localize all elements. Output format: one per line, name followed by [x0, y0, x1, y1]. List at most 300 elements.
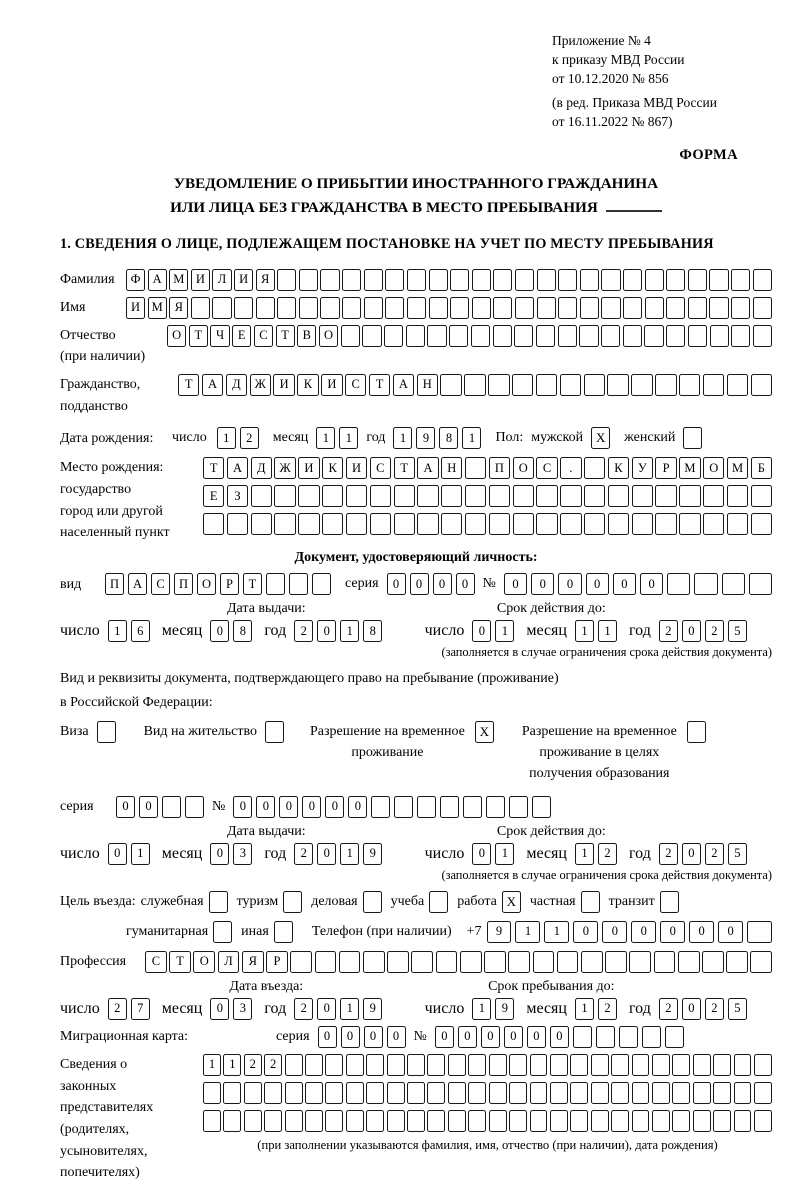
char-cell[interactable]: [366, 1054, 384, 1076]
char-cell[interactable]: 2: [108, 998, 127, 1020]
char-cell[interactable]: [727, 485, 748, 507]
char-cell[interactable]: [608, 513, 629, 535]
char-cell[interactable]: С: [151, 573, 170, 595]
char-cell[interactable]: [654, 951, 676, 973]
char-cell[interactable]: [342, 297, 361, 319]
char-cell[interactable]: [713, 1082, 731, 1104]
char-cell[interactable]: Т: [394, 457, 415, 479]
patronymic-cells[interactable]: [167, 325, 772, 347]
char-cell[interactable]: [550, 1110, 568, 1132]
char-cell[interactable]: 0: [458, 1026, 477, 1048]
char-cell[interactable]: [472, 269, 491, 291]
char-cell[interactable]: 0: [348, 796, 367, 818]
char-cell[interactable]: 0: [210, 843, 229, 865]
char-cell[interactable]: 1: [462, 427, 481, 449]
char-cell[interactable]: [652, 1082, 670, 1104]
char-cell[interactable]: 2: [705, 998, 724, 1020]
char-cell[interactable]: [305, 1082, 323, 1104]
char-cell[interactable]: [560, 485, 581, 507]
char-cell[interactable]: 2: [294, 843, 313, 865]
sex-female-checkbox[interactable]: [683, 427, 702, 449]
char-cell[interactable]: А: [128, 573, 147, 595]
char-cell[interactable]: Т: [189, 325, 208, 347]
char-cell[interactable]: [234, 297, 253, 319]
stay-valid-month-cells[interactable]: [575, 843, 617, 865]
char-cell[interactable]: [370, 485, 391, 507]
char-cell[interactable]: [652, 1054, 670, 1076]
char-cell[interactable]: [570, 1110, 588, 1132]
char-cell[interactable]: Т: [369, 374, 390, 396]
char-cell[interactable]: 0: [317, 620, 336, 642]
char-cell[interactable]: [751, 485, 772, 507]
identity-number-cells[interactable]: [504, 573, 772, 595]
char-cell[interactable]: [387, 951, 409, 973]
char-cell[interactable]: [580, 297, 599, 319]
char-cell[interactable]: [162, 796, 181, 818]
char-cell[interactable]: [515, 297, 534, 319]
char-cell[interactable]: 0: [279, 796, 298, 818]
char-cell[interactable]: Л: [218, 951, 240, 973]
char-cell[interactable]: 0: [317, 998, 336, 1020]
char-cell[interactable]: [489, 1054, 507, 1076]
char-cell[interactable]: 5: [728, 998, 747, 1020]
char-cell[interactable]: [550, 1054, 568, 1076]
char-cell[interactable]: [212, 297, 231, 319]
char-cell[interactable]: [489, 485, 510, 507]
char-cell[interactable]: М: [169, 269, 188, 291]
char-cell[interactable]: П: [489, 457, 510, 479]
char-cell[interactable]: Т: [276, 325, 295, 347]
char-cell[interactable]: [584, 374, 605, 396]
purpose-tourism-checkbox[interactable]: [283, 891, 302, 913]
char-cell[interactable]: [703, 485, 724, 507]
char-cell[interactable]: [601, 297, 620, 319]
char-cell[interactable]: [703, 374, 724, 396]
char-cell[interactable]: [591, 1054, 609, 1076]
char-cell[interactable]: [709, 297, 728, 319]
char-cell[interactable]: [751, 374, 772, 396]
char-cell[interactable]: [734, 1054, 752, 1076]
char-cell[interactable]: 0: [256, 796, 275, 818]
char-cell[interactable]: [251, 513, 272, 535]
char-cell[interactable]: [509, 1054, 527, 1076]
char-cell[interactable]: М: [727, 457, 748, 479]
char-cell[interactable]: Д: [251, 457, 272, 479]
char-cell[interactable]: 5: [728, 620, 747, 642]
phone-cells[interactable]: [487, 921, 772, 943]
char-cell[interactable]: А: [227, 457, 248, 479]
char-cell[interactable]: [731, 325, 750, 347]
char-cell[interactable]: [584, 485, 605, 507]
char-cell[interactable]: 0: [573, 921, 598, 943]
char-cell[interactable]: [722, 573, 745, 595]
char-cell[interactable]: 0: [660, 921, 685, 943]
char-cell[interactable]: [688, 297, 707, 319]
char-cell[interactable]: [339, 951, 361, 973]
char-cell[interactable]: [364, 297, 383, 319]
char-cell[interactable]: [387, 1110, 405, 1132]
char-cell[interactable]: [611, 1110, 629, 1132]
char-cell[interactable]: [407, 297, 426, 319]
char-cell[interactable]: Т: [169, 951, 191, 973]
char-cell[interactable]: [371, 796, 390, 818]
stay-issue-month-cells[interactable]: [210, 843, 252, 865]
char-cell[interactable]: [632, 485, 653, 507]
char-cell[interactable]: [581, 951, 603, 973]
char-cell[interactable]: [679, 485, 700, 507]
char-cell[interactable]: О: [197, 573, 216, 595]
sex-male-checkbox[interactable]: X: [591, 427, 610, 449]
char-cell[interactable]: [322, 485, 343, 507]
char-cell[interactable]: 1: [575, 843, 594, 865]
char-cell[interactable]: [693, 1110, 711, 1132]
char-cell[interactable]: [366, 1110, 384, 1132]
char-cell[interactable]: 9: [416, 427, 435, 449]
char-cell[interactable]: 9: [363, 843, 382, 865]
char-cell[interactable]: 0: [613, 573, 636, 595]
char-cell[interactable]: [584, 457, 605, 479]
char-cell[interactable]: [558, 325, 577, 347]
char-cell[interactable]: [320, 269, 339, 291]
char-cell[interactable]: [407, 1110, 425, 1132]
char-cell[interactable]: [277, 297, 296, 319]
char-cell[interactable]: 2: [294, 998, 313, 1020]
char-cell[interactable]: [394, 796, 413, 818]
char-cell[interactable]: [727, 513, 748, 535]
char-cell[interactable]: [285, 1082, 303, 1104]
visa-checkbox[interactable]: [97, 721, 116, 743]
char-cell[interactable]: [754, 1054, 772, 1076]
char-cell[interactable]: [484, 951, 506, 973]
char-cell[interactable]: [322, 513, 343, 535]
char-cell[interactable]: Р: [655, 457, 676, 479]
char-cell[interactable]: [513, 513, 534, 535]
char-cell[interactable]: [679, 513, 700, 535]
char-cell[interactable]: [666, 297, 685, 319]
char-cell[interactable]: [407, 1054, 425, 1076]
char-cell[interactable]: [427, 1110, 445, 1132]
char-cell[interactable]: 8: [439, 427, 458, 449]
stay-valid-year-cells[interactable]: [659, 843, 747, 865]
char-cell[interactable]: Т: [178, 374, 199, 396]
char-cell[interactable]: [489, 1110, 507, 1132]
char-cell[interactable]: 1: [495, 843, 514, 865]
char-cell[interactable]: [277, 269, 296, 291]
char-cell[interactable]: [448, 1054, 466, 1076]
char-cell[interactable]: [325, 1054, 343, 1076]
char-cell[interactable]: 0: [456, 573, 475, 595]
char-cell[interactable]: [727, 374, 748, 396]
char-cell[interactable]: [463, 796, 482, 818]
char-cell[interactable]: [642, 1026, 661, 1048]
char-cell[interactable]: 0: [387, 1026, 406, 1048]
char-cell[interactable]: И: [321, 374, 342, 396]
char-cell[interactable]: [652, 1110, 670, 1132]
char-cell[interactable]: [619, 1026, 638, 1048]
char-cell[interactable]: [734, 1082, 752, 1104]
char-cell[interactable]: [387, 1054, 405, 1076]
char-cell[interactable]: 1: [203, 1054, 221, 1076]
char-cell[interactable]: А: [148, 269, 167, 291]
migration-series-cells[interactable]: [318, 1026, 406, 1048]
char-cell[interactable]: 2: [705, 843, 724, 865]
profession-cells[interactable]: [145, 951, 772, 973]
char-cell[interactable]: 8: [363, 620, 382, 642]
char-cell[interactable]: [407, 269, 426, 291]
char-cell[interactable]: 0: [689, 921, 714, 943]
char-cell[interactable]: [436, 951, 458, 973]
identity-valid-month-cells[interactable]: [575, 620, 617, 642]
char-cell[interactable]: 2: [659, 620, 678, 642]
char-cell[interactable]: [749, 573, 772, 595]
char-cell[interactable]: 0: [318, 1026, 337, 1048]
char-cell[interactable]: [702, 951, 724, 973]
char-cell[interactable]: Е: [203, 485, 224, 507]
char-cell[interactable]: Р: [220, 573, 239, 595]
char-cell[interactable]: [274, 485, 295, 507]
char-cell[interactable]: С: [254, 325, 273, 347]
char-cell[interactable]: [385, 297, 404, 319]
char-cell[interactable]: [512, 374, 533, 396]
char-cell[interactable]: С: [370, 457, 391, 479]
char-cell[interactable]: 1: [340, 843, 359, 865]
char-cell[interactable]: [645, 297, 664, 319]
identity-issue-month-cells[interactable]: [210, 620, 252, 642]
char-cell[interactable]: Д: [226, 374, 247, 396]
char-cell[interactable]: [406, 325, 425, 347]
char-cell[interactable]: [536, 325, 555, 347]
char-cell[interactable]: 0: [139, 796, 158, 818]
char-cell[interactable]: 0: [433, 573, 452, 595]
char-cell[interactable]: 1: [575, 998, 594, 1020]
char-cell[interactable]: 1: [316, 427, 335, 449]
char-cell[interactable]: 1: [340, 620, 359, 642]
char-cell[interactable]: 0: [210, 620, 229, 642]
char-cell[interactable]: [584, 513, 605, 535]
purpose-private-checkbox[interactable]: [581, 891, 600, 913]
identity-issue-year-cells[interactable]: [294, 620, 382, 642]
char-cell[interactable]: [629, 951, 651, 973]
char-cell[interactable]: [623, 269, 642, 291]
char-cell[interactable]: [632, 1054, 650, 1076]
char-cell[interactable]: [754, 1082, 772, 1104]
char-cell[interactable]: 0: [531, 573, 554, 595]
char-cell[interactable]: [299, 269, 318, 291]
char-cell[interactable]: [688, 269, 707, 291]
char-cell[interactable]: [703, 513, 724, 535]
char-cell[interactable]: 0: [108, 843, 127, 865]
char-cell[interactable]: О: [703, 457, 724, 479]
char-cell[interactable]: [731, 297, 750, 319]
char-cell[interactable]: [493, 325, 512, 347]
char-cell[interactable]: [601, 325, 620, 347]
char-cell[interactable]: [713, 1110, 731, 1132]
char-cell[interactable]: [537, 297, 556, 319]
char-cell[interactable]: Т: [203, 457, 224, 479]
char-cell[interactable]: [734, 1110, 752, 1132]
purpose-business-checkbox[interactable]: [209, 891, 228, 913]
char-cell[interactable]: [536, 485, 557, 507]
char-cell[interactable]: Е: [232, 325, 251, 347]
char-cell[interactable]: [666, 269, 685, 291]
char-cell[interactable]: [672, 1110, 690, 1132]
char-cell[interactable]: [465, 485, 486, 507]
char-cell[interactable]: К: [297, 374, 318, 396]
given-name-cells[interactable]: [126, 297, 772, 319]
char-cell[interactable]: [666, 325, 685, 347]
char-cell[interactable]: [298, 485, 319, 507]
identity-kind-cells[interactable]: [105, 573, 331, 595]
char-cell[interactable]: [530, 1082, 548, 1104]
char-cell[interactable]: 0: [472, 843, 491, 865]
char-cell[interactable]: 0: [718, 921, 743, 943]
char-cell[interactable]: С: [345, 374, 366, 396]
char-cell[interactable]: 0: [364, 1026, 383, 1048]
char-cell[interactable]: [631, 374, 652, 396]
char-cell[interactable]: 3: [233, 843, 252, 865]
char-cell[interactable]: [312, 573, 331, 595]
char-cell[interactable]: [429, 269, 448, 291]
char-cell[interactable]: [509, 1110, 527, 1132]
char-cell[interactable]: 0: [341, 1026, 360, 1048]
char-cell[interactable]: [411, 951, 433, 973]
char-cell[interactable]: [417, 796, 436, 818]
char-cell[interactable]: 1: [515, 921, 540, 943]
char-cell[interactable]: [385, 269, 404, 291]
char-cell[interactable]: С: [536, 457, 557, 479]
char-cell[interactable]: 2: [244, 1054, 262, 1076]
char-cell[interactable]: [264, 1082, 282, 1104]
char-cell[interactable]: 2: [294, 620, 313, 642]
char-cell[interactable]: [754, 1110, 772, 1132]
char-cell[interactable]: [427, 325, 446, 347]
char-cell[interactable]: [537, 269, 556, 291]
char-cell[interactable]: [450, 269, 469, 291]
char-cell[interactable]: [580, 269, 599, 291]
char-cell[interactable]: 0: [682, 998, 701, 1020]
char-cell[interactable]: 1: [108, 620, 127, 642]
char-cell[interactable]: Р: [266, 951, 288, 973]
char-cell[interactable]: [440, 796, 459, 818]
char-cell[interactable]: [448, 1082, 466, 1104]
char-cell[interactable]: [185, 796, 204, 818]
birth-place-cells-row2[interactable]: [203, 485, 772, 507]
char-cell[interactable]: 7: [131, 998, 150, 1020]
identity-series-cells[interactable]: [387, 573, 475, 595]
char-cell[interactable]: [441, 513, 462, 535]
char-cell[interactable]: Я: [242, 951, 264, 973]
char-cell[interactable]: [440, 374, 461, 396]
char-cell[interactable]: 3: [233, 998, 252, 1020]
char-cell[interactable]: [679, 374, 700, 396]
char-cell[interactable]: [667, 573, 690, 595]
char-cell[interactable]: [579, 325, 598, 347]
char-cell[interactable]: [623, 325, 642, 347]
char-cell[interactable]: 2: [705, 620, 724, 642]
char-cell[interactable]: У: [632, 457, 653, 479]
char-cell[interactable]: [655, 374, 676, 396]
char-cell[interactable]: Т: [243, 573, 262, 595]
char-cell[interactable]: 0: [302, 796, 321, 818]
char-cell[interactable]: [611, 1054, 629, 1076]
purpose-work-checkbox[interactable]: X: [502, 891, 521, 913]
char-cell[interactable]: [509, 796, 528, 818]
char-cell[interactable]: А: [393, 374, 414, 396]
char-cell[interactable]: 2: [659, 998, 678, 1020]
temp-residence-checkbox[interactable]: X: [475, 721, 494, 743]
char-cell[interactable]: 2: [264, 1054, 282, 1076]
char-cell[interactable]: 2: [598, 998, 617, 1020]
char-cell[interactable]: Ж: [250, 374, 271, 396]
char-cell[interactable]: Н: [441, 457, 462, 479]
char-cell[interactable]: [489, 513, 510, 535]
char-cell[interactable]: 2: [659, 843, 678, 865]
stay-until-day-cells[interactable]: [472, 998, 514, 1020]
stay-issue-day-cells[interactable]: [108, 843, 150, 865]
char-cell[interactable]: 2: [240, 427, 259, 449]
char-cell[interactable]: М: [148, 297, 167, 319]
char-cell[interactable]: 9: [363, 998, 382, 1020]
char-cell[interactable]: [191, 297, 210, 319]
char-cell[interactable]: [489, 1082, 507, 1104]
char-cell[interactable]: 1: [223, 1054, 241, 1076]
char-cell[interactable]: [449, 325, 468, 347]
char-cell[interactable]: П: [105, 573, 124, 595]
char-cell[interactable]: 0: [317, 843, 336, 865]
char-cell[interactable]: 0: [387, 573, 406, 595]
char-cell[interactable]: [601, 269, 620, 291]
char-cell[interactable]: [384, 325, 403, 347]
char-cell[interactable]: [672, 1082, 690, 1104]
char-cell[interactable]: [753, 325, 772, 347]
char-cell[interactable]: [468, 1054, 486, 1076]
stay-until-month-cells[interactable]: [575, 998, 617, 1020]
char-cell[interactable]: [417, 513, 438, 535]
char-cell[interactable]: [417, 485, 438, 507]
char-cell[interactable]: [536, 374, 557, 396]
char-cell[interactable]: [560, 513, 581, 535]
birth-place-cells-row3[interactable]: [203, 513, 772, 535]
char-cell[interactable]: 0: [631, 921, 656, 943]
char-cell[interactable]: [427, 1054, 445, 1076]
char-cell[interactable]: .: [560, 457, 581, 479]
char-cell[interactable]: [227, 513, 248, 535]
char-cell[interactable]: К: [322, 457, 343, 479]
char-cell[interactable]: [623, 297, 642, 319]
char-cell[interactable]: Н: [417, 374, 438, 396]
char-cell[interactable]: [465, 457, 486, 479]
char-cell[interactable]: [532, 796, 551, 818]
char-cell[interactable]: 1: [339, 427, 358, 449]
char-cell[interactable]: [731, 269, 750, 291]
char-cell[interactable]: [370, 513, 391, 535]
entry-day-cells[interactable]: [108, 998, 150, 1020]
char-cell[interactable]: 2: [598, 843, 617, 865]
char-cell[interactable]: 0: [586, 573, 609, 595]
char-cell[interactable]: [285, 1110, 303, 1132]
char-cell[interactable]: 0: [435, 1026, 454, 1048]
char-cell[interactable]: 0: [682, 620, 701, 642]
char-cell[interactable]: 0: [481, 1026, 500, 1048]
char-cell[interactable]: [465, 513, 486, 535]
char-cell[interactable]: [508, 951, 530, 973]
char-cell[interactable]: [632, 1082, 650, 1104]
char-cell[interactable]: 0: [116, 796, 135, 818]
char-cell[interactable]: [285, 1054, 303, 1076]
birth-year-cells[interactable]: [393, 427, 481, 449]
birth-month-cells[interactable]: [316, 427, 358, 449]
stay-series-cells[interactable]: [116, 796, 204, 818]
